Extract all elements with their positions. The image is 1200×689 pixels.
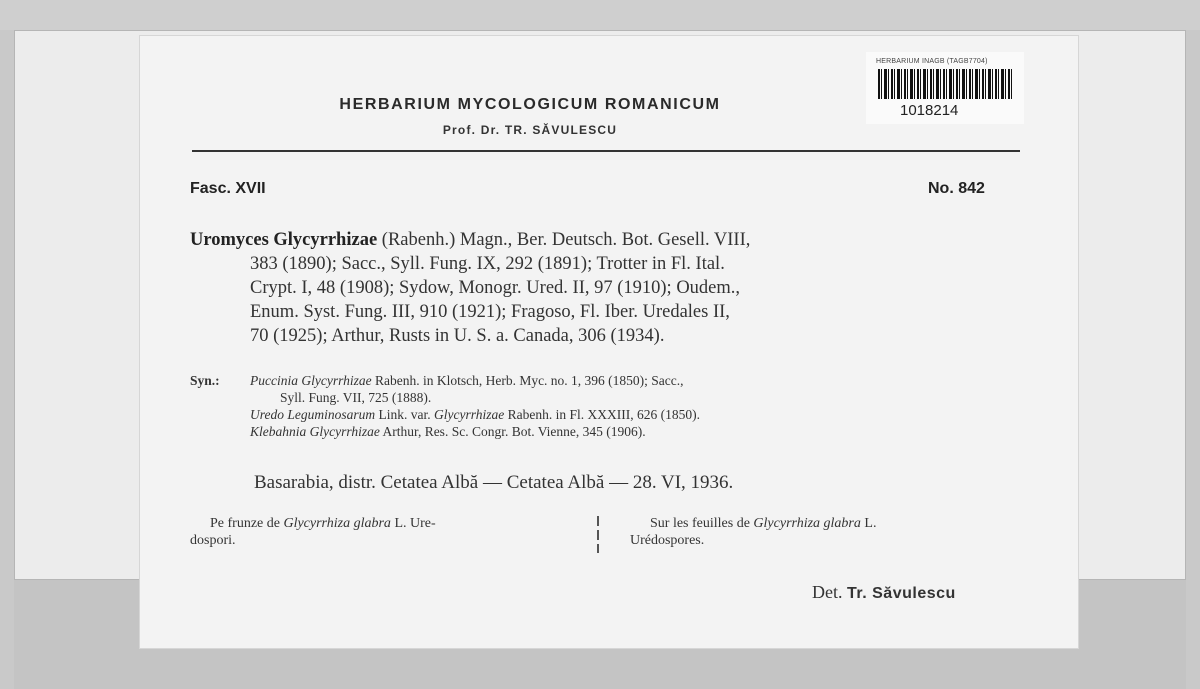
determiner bbox=[812, 582, 956, 603]
species-name: Uromyces Glycyrrhizae bbox=[190, 230, 378, 250]
host-name: Glycyrrhiza glabra bbox=[753, 516, 861, 531]
barcode-institution: HERBARIUM INAGB (TAGB7704) bbox=[876, 58, 988, 65]
note-text: dospori. bbox=[190, 533, 236, 548]
determiner-prefix: Det. bbox=[812, 582, 843, 602]
synonym-name: Puccinia Glycyrrhizae bbox=[250, 373, 372, 388]
synonym-name: Klebahnia Glycyrrhizae bbox=[250, 424, 380, 439]
barcode-icon bbox=[878, 69, 1014, 99]
citation-line: Crypt. I, 48 (1908); Sydow, Monogr. Ured. II, 97 (1910); Oudem., bbox=[250, 278, 741, 298]
citation-line: Enum. Syst. Fung. III, 910 (1921); Fragoso, Fl. Iber. Uredales II, bbox=[250, 302, 730, 322]
background-top bbox=[0, 0, 1200, 30]
synonym-citation: Rabenh. in Fl. XXXIII, 626 (1850). bbox=[504, 407, 700, 422]
note-text: Sur les feuilles de bbox=[650, 516, 754, 531]
note-text: L. Ure- bbox=[390, 516, 436, 531]
synonym-citation: Syll. Fung. VII, 725 (1888). bbox=[280, 390, 432, 405]
note-divider bbox=[597, 516, 599, 553]
host-note-french bbox=[630, 515, 1030, 549]
specimen-number: No. 842 bbox=[928, 180, 985, 197]
host-note-romanian bbox=[190, 515, 585, 549]
determiner-name: Tr. Săvulescu bbox=[847, 585, 956, 602]
synonyms-label: Syn.: bbox=[190, 373, 220, 388]
synonyms-block bbox=[190, 372, 1030, 440]
herbarium-title: HERBARIUM MYCOLOGICUM ROMANICUM bbox=[339, 96, 721, 113]
header-divider bbox=[192, 150, 1020, 152]
synonym-citation: Arthur, Res. Sc. Congr. Bot. Vienne, 345 (1906). bbox=[379, 424, 646, 439]
synonym-citation: Link. var. bbox=[375, 407, 435, 422]
herbarium-subtitle: Prof. Dr. TR. SĂVULESCU bbox=[442, 123, 618, 137]
synonym-name: Glycyrrhizae bbox=[434, 407, 505, 422]
note-text: L. bbox=[860, 516, 877, 531]
collection-locality: Basarabia, distr. Cetatea Albă — Cetatea Albă — 28. VI, 1936. bbox=[254, 472, 734, 493]
note-text: Pe frunze de bbox=[210, 516, 284, 531]
host-name: Glycyrrhiza glabra bbox=[283, 516, 391, 531]
note-text: Urédospores. bbox=[630, 533, 705, 548]
synonym-name: Uredo Leguminosarum bbox=[250, 407, 376, 422]
species-authority: (Rabenh.) Magn., Ber. Deutsch. Bot. Gesell. VIII, bbox=[377, 230, 751, 250]
fascicle-number: Fasc. XVII bbox=[190, 180, 266, 197]
citation-line: 383 (1890); Sacc., Syll. Fung. IX, 292 (1891); Trotter in Fl. Ital. bbox=[250, 254, 725, 274]
species-citation bbox=[190, 228, 1024, 348]
citation-line: 70 (1925); Arthur, Rusts in U. S. a. Canada, 306 (1934). bbox=[250, 326, 665, 346]
synonym-citation: Rabenh. in Klotsch, Herb. Myc. no. 1, 396 (1850); Sacc., bbox=[371, 373, 684, 388]
barcode-number: 1018214 bbox=[900, 102, 959, 119]
